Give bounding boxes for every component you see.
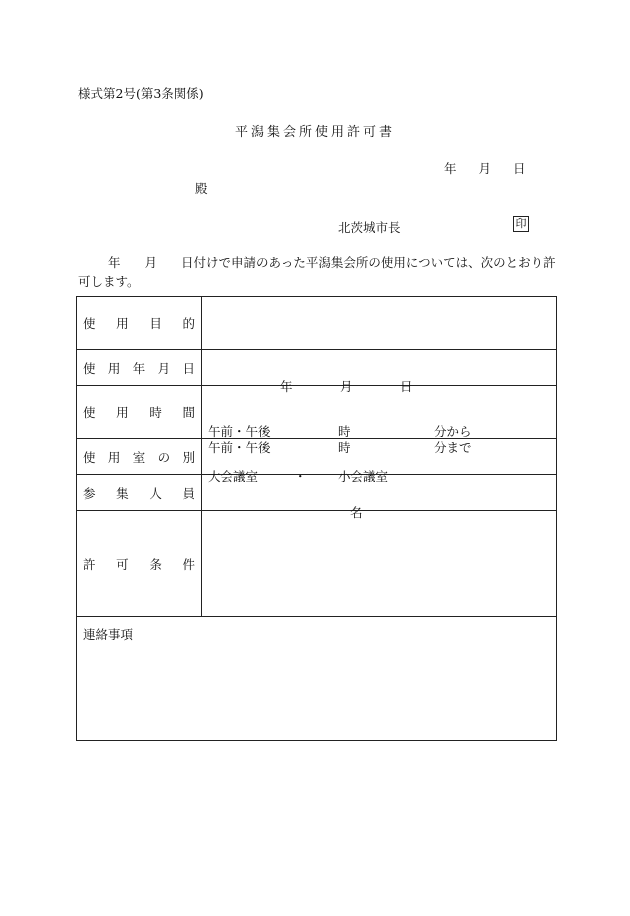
row-purpose	[77, 297, 557, 350]
row-date	[77, 350, 557, 386]
date-label	[77, 350, 202, 386]
time-hour-end: 時	[338, 440, 351, 455]
time-hour-start: 時	[338, 424, 351, 439]
form-number: 様式第2号(第3条関係)	[78, 86, 204, 101]
room-separator: ・	[294, 468, 307, 484]
statement-year: 年	[108, 255, 121, 270]
contact-label: 連絡事項	[83, 627, 134, 642]
time-ampm-end: 午前・午後	[208, 440, 271, 455]
room-large: 大会議室	[208, 468, 259, 484]
addressee-suffix: 殿	[195, 181, 208, 196]
room-label	[77, 439, 202, 475]
time-label	[77, 386, 202, 439]
time-value[interactable]	[202, 386, 557, 455]
row-conditions	[77, 511, 557, 617]
time-minute-start: 分から	[434, 424, 472, 439]
statement-month: 月	[144, 255, 158, 270]
row-contact	[77, 617, 557, 741]
issue-date-year: 年	[444, 161, 457, 176]
purpose-label	[77, 297, 202, 350]
purpose-label-text: 使 用 目 的	[83, 316, 195, 331]
use-date-year: 年	[280, 378, 293, 394]
permit-table	[76, 296, 557, 741]
contact-box[interactable]	[77, 617, 557, 741]
attendees-unit: 名	[350, 504, 363, 520]
row-attendees	[77, 475, 557, 511]
issuer-name: 北茨城市長	[338, 220, 401, 235]
conditions-value[interactable]	[202, 511, 557, 617]
issue-date-day: 日	[513, 161, 526, 176]
room-small: 小会議室	[338, 468, 389, 484]
document-title: 平潟集会所使用許可書	[234, 125, 395, 140]
date-value[interactable]	[202, 350, 557, 394]
date-label-text: 使 用 年 月 日	[83, 360, 195, 376]
attendees-label	[77, 475, 202, 511]
issue-date	[444, 159, 526, 177]
use-date-month: 月	[340, 378, 353, 394]
room-label-text: 使 用 室 の 別	[83, 449, 195, 465]
row-time	[77, 386, 557, 439]
purpose-value[interactable]	[202, 297, 557, 350]
time-ampm-start: 午前・午後	[208, 424, 271, 439]
use-date-day: 日	[400, 378, 413, 394]
conditions-label	[77, 511, 202, 617]
time-label-text: 使 用 時 間	[83, 405, 195, 420]
conditions-label-text: 許 可 条 件	[83, 556, 195, 572]
permission-statement	[78, 253, 558, 291]
attendees-label-text: 参 集 人 員	[83, 485, 195, 501]
statement-rest: 日付けで申請のあった平潟集会所の使用については、次のとおり許可します。	[78, 255, 556, 289]
time-minute-end: 分まで	[434, 440, 472, 455]
issue-date-month: 月	[478, 161, 492, 176]
row-room	[77, 439, 557, 475]
seal-mark: 印	[513, 216, 529, 232]
